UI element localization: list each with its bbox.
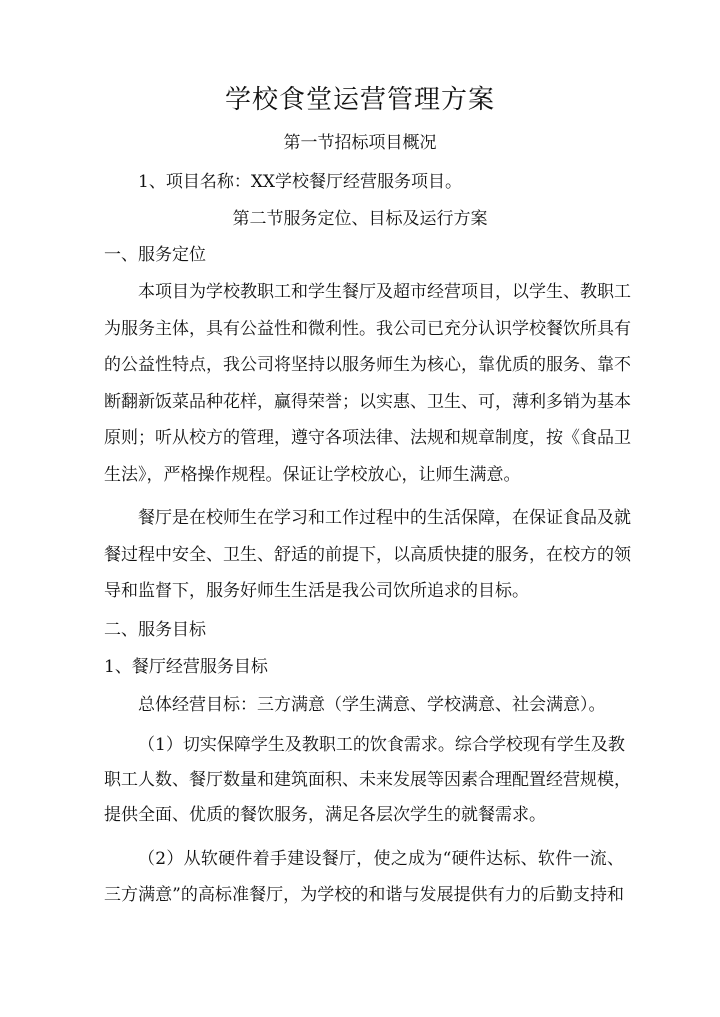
paragraph-line: 原则；听从校方的管理，遵守各项法律、法规和规章制度，按《食品卫 (104, 428, 631, 448)
paragraph-line: 职工人数、餐厅数量和建筑面积、未来发展等因素合理配置经营规模， (104, 770, 631, 790)
paragraph-line: 餐厅是在校师生在学习和工作过程中的生活保障，在保证食品及就 (138, 508, 631, 528)
overall-goal-line: 总体经营目标：三方满意（学生满意、学校满意、社会满意）。 (138, 695, 606, 715)
paragraph-line: 本项目为学校教职工和学生餐厅及超市经营项目，以学生、教职工 (138, 282, 631, 302)
paragraph-line: （1）切实保障学生及教职工的饮食需求。综合学校现有学生及教 (138, 735, 625, 755)
document-title: 学校食堂运营管理方案 (224, 85, 495, 115)
paragraph-line: 生法》，严格操作规程。保证让学校放心，让师生满意。 (104, 465, 521, 485)
paragraph-line: 为服务主体，具有公益性和微利性。我公司已充分认识学校餐饮所具有 (104, 319, 631, 339)
paragraph-line: 断翻新饭菜品种花样，赢得荣誉；以实惠、卫生、可，薄利多销为基本 (104, 392, 631, 412)
heading-canteen-goals: 1、餐厅经营服务目标 (104, 657, 268, 677)
section-2-heading: 第二节服务定位、目标及运行方案 (232, 209, 488, 229)
paragraph-line: 的公益性特点，我公司将坚持以服务师生为核心，靠优质的服务、靠不 (104, 355, 631, 375)
paragraph-line: 提供全面、优质的餐饮服务，满足各层次学生的就餐需求。 (104, 805, 546, 825)
paragraph-line: 导和监督下，服务好师生生活是我公司饮所追求的目标。 (104, 581, 529, 601)
project-name-item: 1、项目名称：XX学校餐厅经营服务项目。 (138, 172, 463, 192)
paragraph-line: （2）从软硬件着手建设餐厅，使之成为“硬件达标、软件一流、 (138, 849, 624, 869)
paragraph-line: 餐过程中安全、卫生、舒适的前提下，以高质快捷的服务，在校方的领 (104, 545, 631, 565)
heading-service-goals: 二、服务目标 (104, 620, 206, 640)
heading-service-positioning: 一、服务定位 (104, 245, 206, 265)
section-1-heading: 第一节招标项目概况 (283, 133, 437, 153)
paragraph-line: 三方满意”的高标准餐厅，为学校的和谐与发展提供有力的后勤支持和 (104, 885, 624, 905)
